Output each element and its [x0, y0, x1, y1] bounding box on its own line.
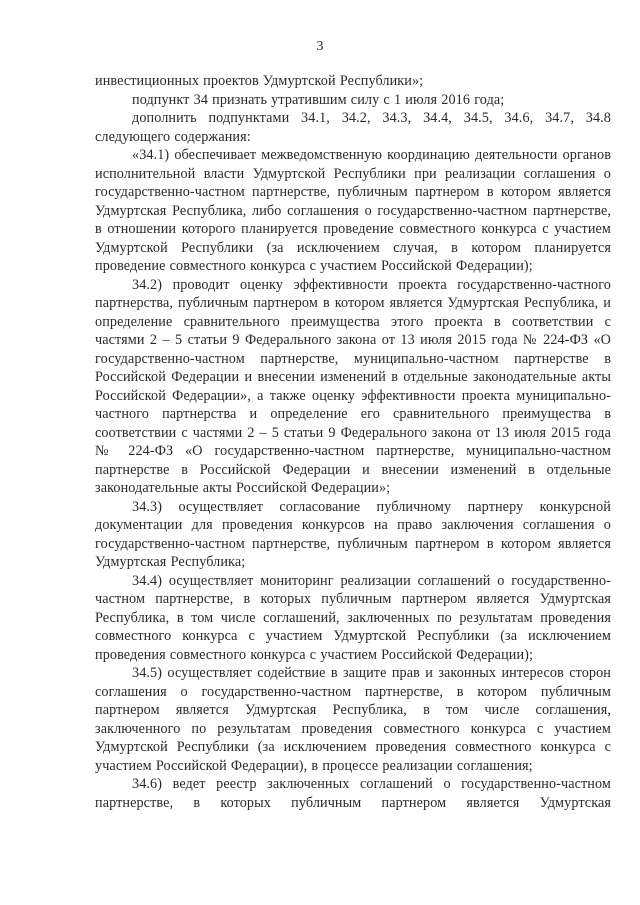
paragraph-34-1: «34.1) обеспечивает межведомственную координацию деятельности органов исполнительной власти Удмуртской Республики при реализации соглашения о государственно-частном партнерстве, публичным партнером в котором является Удмуртская Республика, либо соглашения о государственно-частном партнерстве, в отношении которого планируется проведение совместного конкурса с участием Удмуртской Республики (за исключением случая, в котором планируется проведение совместного конкурса с участием Российской Федерации); — [95, 147, 611, 274]
paragraph-34-3: 34.3) осуществляет согласование публичному партнеру конкурсной документации для проведения конкурсов на право заключения соглашения о государственно-частном партнерстве, публичным партнером в котором является Удмуртская Республика; — [95, 498, 611, 570]
paragraph-34-6: 34.6) ведет реестр заключенных соглашений о государственно-частном партнерстве, в которых публичным партнером является Удмуртская — [95, 776, 611, 811]
paragraph-34-4: 34.4) осуществляет мониторинг реализации соглашений о государственно-частном партнерстве, в которых публичным партнером является Удмуртская Республика, в том числе соглашений, заключенных по результатам проведения совместного конкурса с участием Удмуртской Республики (за исключением проведения совместного конкурса с участием Российской Федерации); — [95, 572, 611, 663]
paragraph-add-subpoints: дополнить подпунктами 34.1, 34.2, 34.3, 34.4, 34.5, 34.6, 34.7, 34.8 следующего содержания: — [95, 110, 611, 145]
paragraph-subpoint-34-repeal: подпункт 34 признать утратившим силу с 1 июля 2016 года; — [132, 91, 505, 108]
paragraph-34-2: 34.2) проводит оценку эффективности проекта государственно-частного партнерства, публичным партнером в котором является Удмуртская Республика, и определение сравнительного преимущества этого проекта в соответствии с частями 2 – 5 статьи 9 Федерального закона от 13 июля 2015 года № 224-ФЗ «О государственно-частном партнерстве, муниципально-частном партнерстве в Российской Федерации и внесении изменений в отдельные законодательные акты Российской Федерации», а также оценку эффективности проекта муниципально-частного партнерства и определение его сравнительного преимущества в соответствии с частями 2 – 5 статьи 9 Федерального закона от 13 июля 2015 года № 224-ФЗ «О государственно-частном партнерстве, муниципально-частном партнерстве в Российской Федерации и внесении изменений в отдельные законодательные акты Российской Федерации»; — [95, 276, 611, 496]
page-number: 3 — [316, 39, 324, 54]
paragraph-continuation: инвестиционных проектов Удмуртской Республики»; — [95, 73, 424, 89]
document-body — [95, 72, 611, 812]
paragraph-34-5: 34.5) осуществляет содействие в защите прав и законных интересов сторон соглашения о государственно-частном партнерстве, в котором публичным партнером является Удмуртская Республика, в том числе соглашения, заключенного по результатам проведения совместного конкурса с участием Удмуртской Республики (за исключением проведения совместного конкурса с участием Российской Федерации), в процессе реализации соглашения; — [95, 665, 611, 774]
